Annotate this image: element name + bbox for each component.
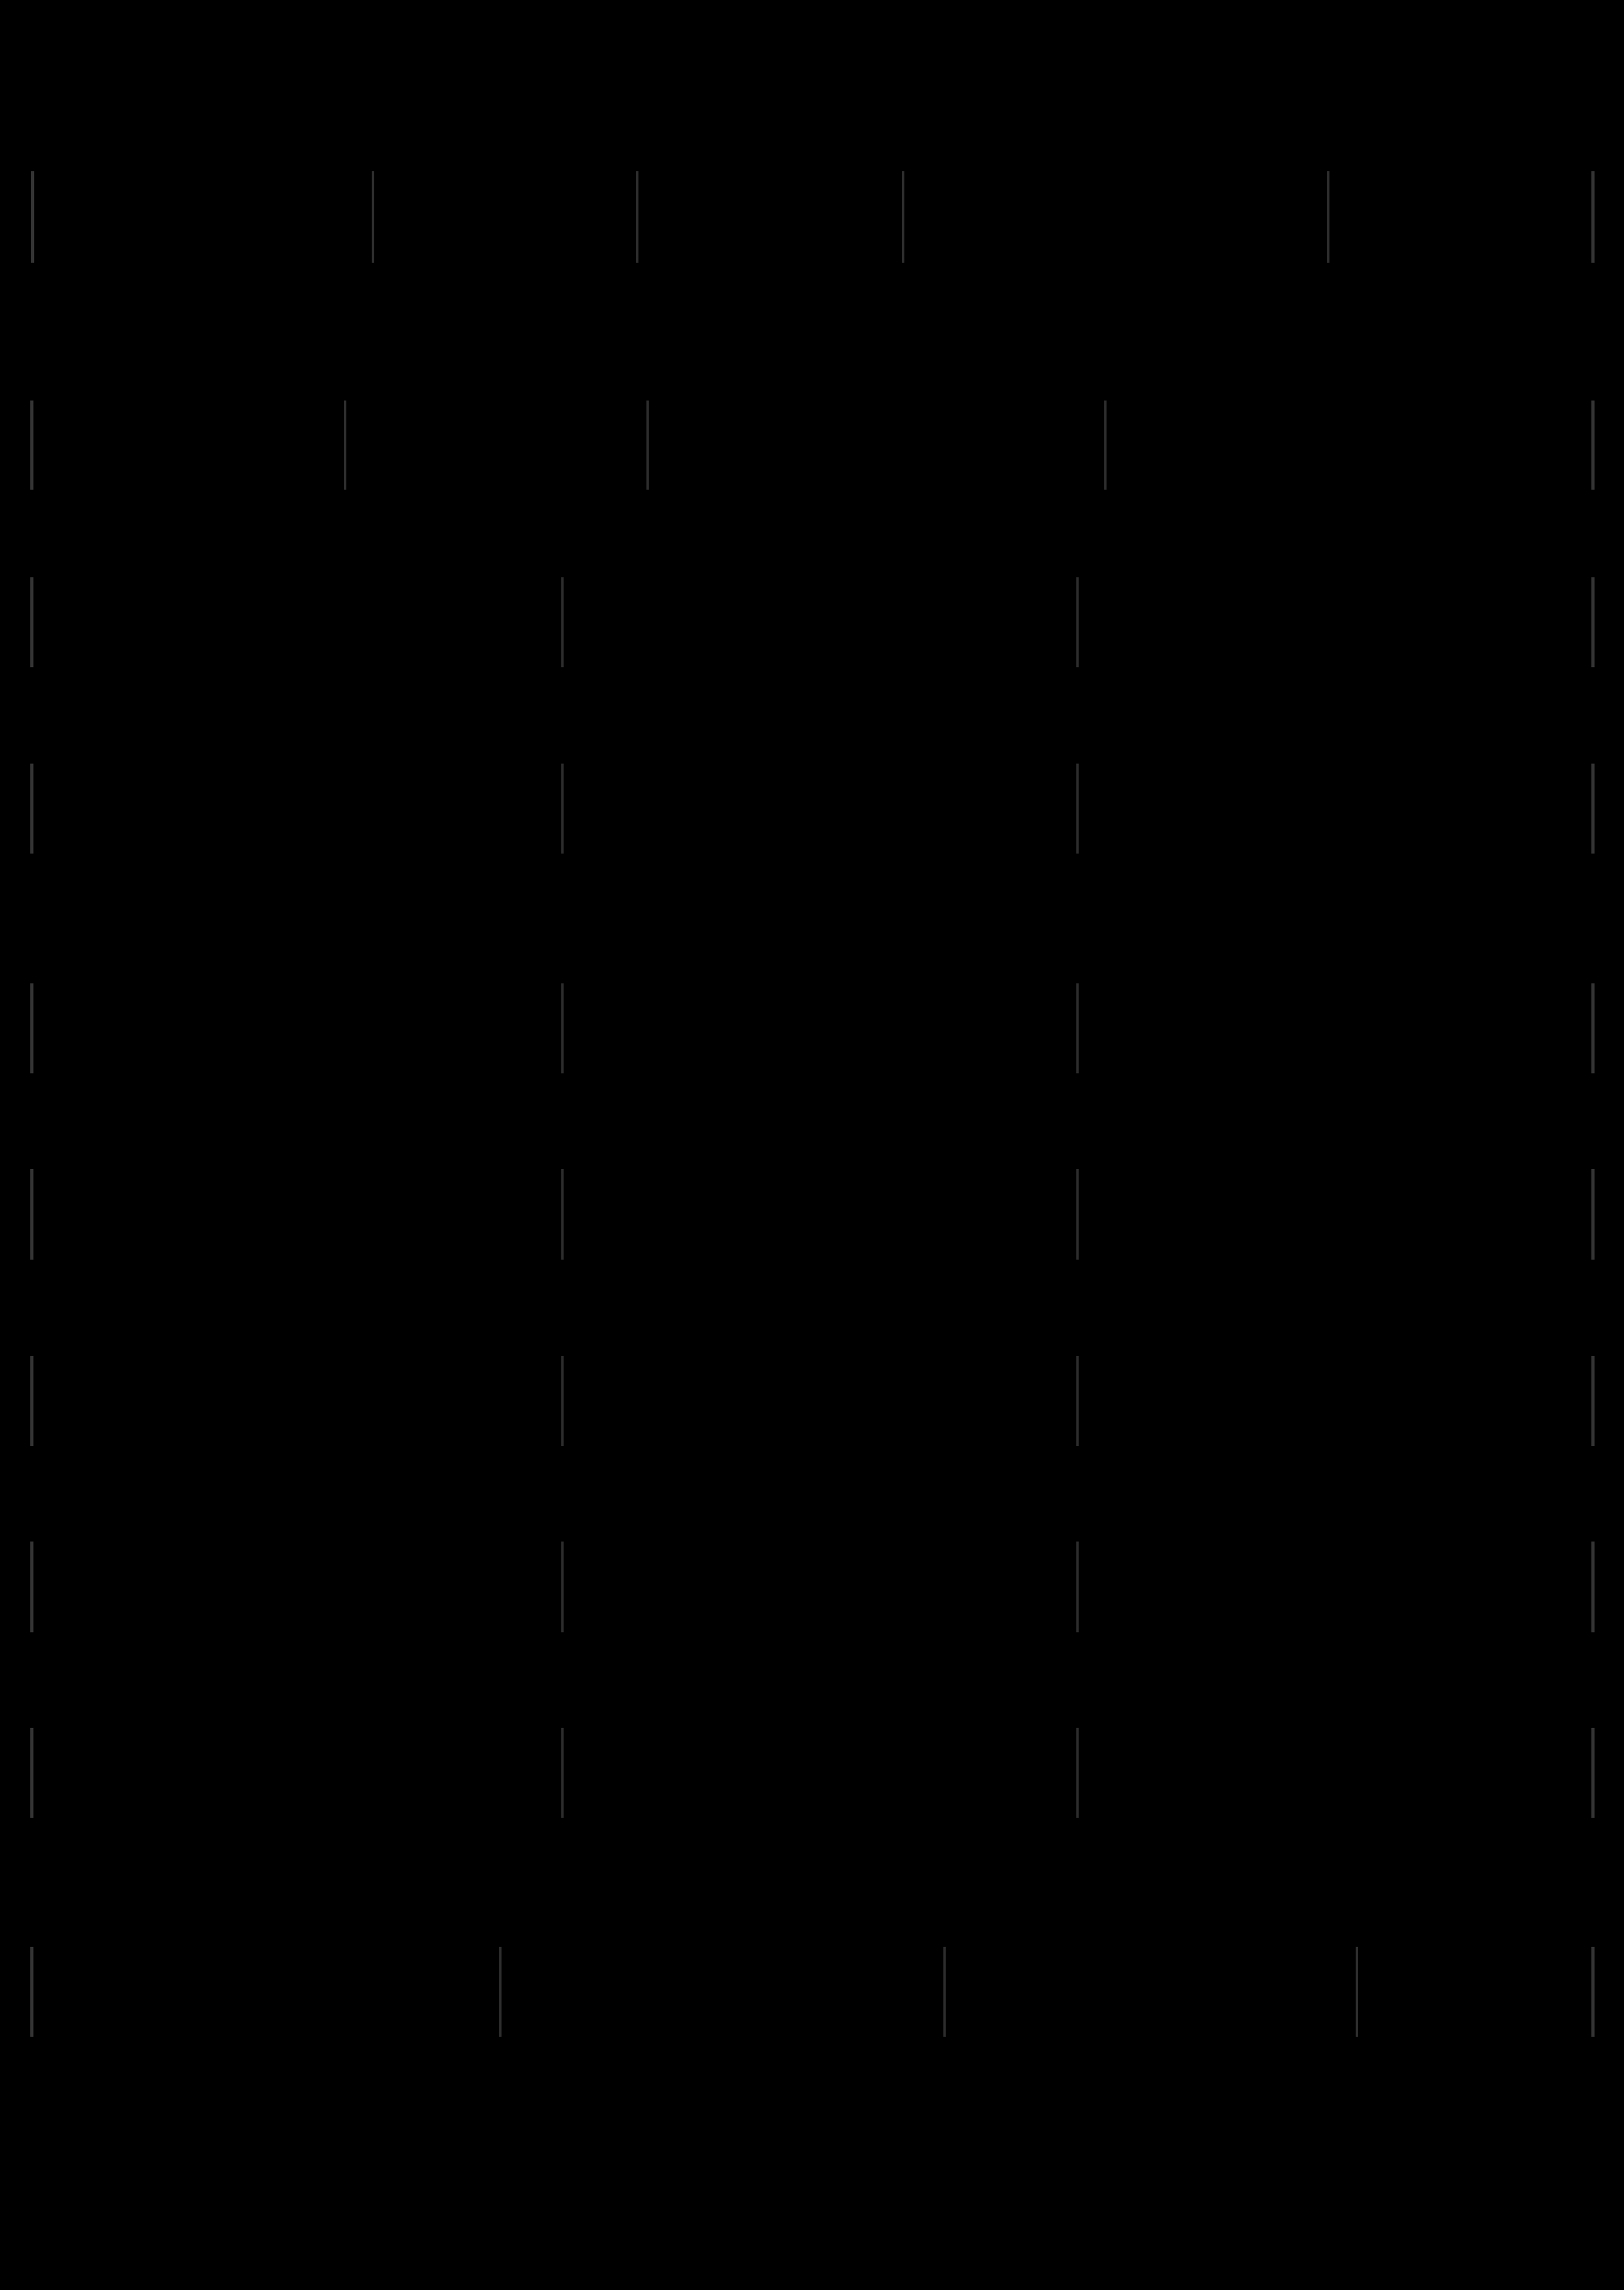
score-system-10 [0,1947,1624,2037]
measure-barline [344,401,346,490]
system-edge-barline [1591,1356,1595,1446]
measure-barline [1104,401,1107,490]
measure-barline [561,577,564,667]
measure-barline [561,1542,564,1632]
system-edge-barline [30,1542,33,1632]
score-system-4 [0,764,1624,854]
system-edge-barline [31,171,34,263]
measure-barline [372,171,374,263]
system-edge-barline [30,1169,33,1260]
measure-barline [1076,1356,1079,1446]
measure-barline [636,171,638,263]
measure-barline [1076,764,1079,854]
system-edge-barline [1591,1542,1595,1632]
score-system-2 [0,401,1624,490]
measure-barline [1076,983,1079,1073]
measure-barline [1076,1728,1079,1818]
system-edge-barline [1591,764,1595,854]
system-edge-barline [1591,1947,1595,2037]
measure-barline [646,401,649,490]
measure-barline [561,1169,564,1260]
measure-barline [499,1947,502,2037]
score-system-3 [0,577,1624,667]
measure-barline [561,1728,564,1818]
measure-barline [561,1356,564,1446]
score-system-8 [0,1542,1624,1632]
measure-barline [1356,1947,1358,2037]
system-edge-barline [30,401,33,490]
measure-barline [943,1947,946,2037]
score-system-7 [0,1356,1624,1446]
measure-barline [1076,1169,1079,1260]
measure-barline [902,171,904,263]
measure-barline [561,983,564,1073]
system-edge-barline [30,577,33,667]
system-edge-barline [1591,1728,1595,1818]
system-edge-barline [1591,577,1595,667]
score-system-6 [0,1169,1624,1260]
measure-barline [1076,1542,1079,1632]
system-edge-barline [30,764,33,854]
measure-barline [561,764,564,854]
score-system-1 [0,171,1624,263]
system-edge-barline [30,1356,33,1446]
system-edge-barline [30,983,33,1073]
system-edge-barline [30,1728,33,1818]
system-edge-barline [1591,1169,1595,1260]
score-system-5 [0,983,1624,1073]
system-edge-barline [30,1947,33,2037]
system-edge-barline [1591,171,1595,263]
measure-barline [1076,577,1079,667]
system-edge-barline [1591,401,1595,490]
measure-barline [1327,171,1329,263]
score-system-9 [0,1728,1624,1818]
system-edge-barline [1591,983,1595,1073]
